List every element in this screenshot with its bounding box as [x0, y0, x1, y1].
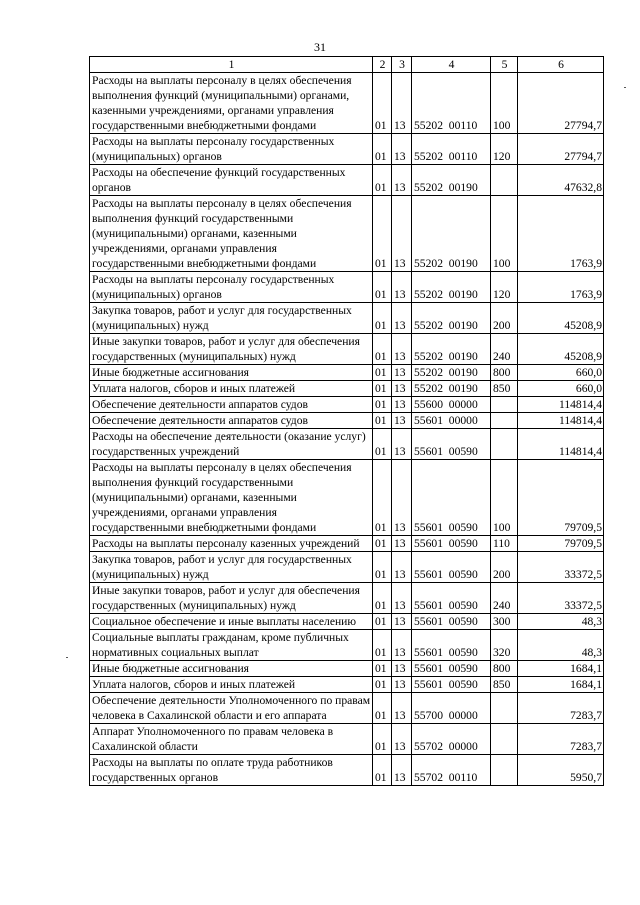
expense-name: Социальное обеспечение и иные выплаты населению — [90, 614, 373, 630]
section-code: 01 — [373, 630, 392, 661]
amount: 33372,5 — [518, 552, 604, 583]
expense-name: Иные закупки товаров, работ и услуг для обеспечения государственных (муниципальных) нужд — [90, 334, 373, 365]
section-code: 01 — [373, 365, 392, 381]
table-row — [90, 724, 604, 755]
expense-type-code: 240 — [491, 583, 518, 614]
subsection-code: 13 — [392, 661, 412, 677]
scan-speck — [624, 87, 626, 88]
expense-name: Расходы на выплаты персоналу государственных (муниципальных) органов — [90, 134, 373, 165]
expense-type-code: 850 — [491, 381, 518, 397]
target-article-code: 55702 00110 — [412, 755, 491, 786]
table-row — [90, 552, 604, 583]
target-article-code: 55202 00190 — [412, 272, 491, 303]
expense-name: Расходы на выплаты персоналу в целях обеспечения выполнения функций (муниципальными) органами, казенными учреждениями, органами управления государственными внебюджетными фондами — [90, 73, 373, 134]
table-row — [90, 397, 604, 413]
expense-type-code: 100 — [491, 196, 518, 272]
target-article-code: 55601 00590 — [412, 677, 491, 693]
table-row — [90, 614, 604, 630]
subsection-code: 13 — [392, 429, 412, 460]
budget-table — [89, 56, 604, 786]
amount: 660,0 — [518, 365, 604, 381]
table-row — [90, 272, 604, 303]
subsection-code: 13 — [392, 196, 412, 272]
table-row — [90, 73, 604, 134]
expense-type-code: 200 — [491, 552, 518, 583]
section-code: 01 — [373, 552, 392, 583]
section-code: 01 — [373, 429, 392, 460]
amount: 27794,7 — [518, 73, 604, 134]
section-code: 01 — [373, 334, 392, 365]
subsection-code: 13 — [392, 552, 412, 583]
table-row — [90, 661, 604, 677]
expense-name: Уплата налогов, сборов и иных платежей — [90, 677, 373, 693]
expense-name: Иные бюджетные ассигнования — [90, 661, 373, 677]
target-article-code: 55702 00000 — [412, 724, 491, 755]
table-row — [90, 381, 604, 397]
amount: 7283,7 — [518, 724, 604, 755]
expense-type-code — [491, 693, 518, 724]
section-code: 01 — [373, 413, 392, 429]
expense-type-code: 120 — [491, 272, 518, 303]
target-article-code: 55700 00000 — [412, 693, 491, 724]
table-row — [90, 755, 604, 786]
table-row — [90, 165, 604, 196]
subsection-code: 13 — [392, 303, 412, 334]
expense-name: Расходы на обеспечение функций государственных органов — [90, 165, 373, 196]
amount: 79709,5 — [518, 460, 604, 536]
amount: 45208,9 — [518, 334, 604, 365]
expense-type-code: 110 — [491, 536, 518, 552]
expense-type-code: 120 — [491, 134, 518, 165]
target-article-code: 55601 00590 — [412, 536, 491, 552]
table-row — [90, 413, 604, 429]
subsection-code: 13 — [392, 693, 412, 724]
page-number: 31 — [314, 40, 326, 54]
expense-name: Аппарат Уполномоченного по правам человека в Сахалинской области — [90, 724, 373, 755]
amount: 1763,9 — [518, 196, 604, 272]
section-code: 01 — [373, 583, 392, 614]
expense-type-code: 800 — [491, 661, 518, 677]
amount: 1684,1 — [518, 677, 604, 693]
section-code: 01 — [373, 196, 392, 272]
section-code: 01 — [373, 73, 392, 134]
subsection-code: 13 — [392, 630, 412, 661]
section-code: 01 — [373, 724, 392, 755]
amount: 33372,5 — [518, 583, 604, 614]
expense-type-code: 100 — [491, 460, 518, 536]
amount: 114814,4 — [518, 413, 604, 429]
table-row — [90, 536, 604, 552]
amount: 660,0 — [518, 381, 604, 397]
section-code: 01 — [373, 134, 392, 165]
expense-name: Иные закупки товаров, работ и услуг для обеспечения государственных (муниципальных) нужд — [90, 583, 373, 614]
subsection-code: 13 — [392, 73, 412, 134]
subsection-code: 13 — [392, 272, 412, 303]
expense-type-code — [491, 397, 518, 413]
target-article-code: 55202 00190 — [412, 365, 491, 381]
col-header-6: 6 — [518, 57, 604, 73]
table-row — [90, 429, 604, 460]
amount: 1763,9 — [518, 272, 604, 303]
table-row — [90, 365, 604, 381]
target-article-code: 55202 00190 — [412, 381, 491, 397]
col-header-4: 4 — [412, 57, 491, 73]
expense-name: Обеспечение деятельности аппаратов судов — [90, 413, 373, 429]
target-article-code: 55601 00590 — [412, 460, 491, 536]
section-code: 01 — [373, 536, 392, 552]
expense-name: Расходы на выплаты персоналу казенных учреждений — [90, 536, 373, 552]
expense-type-code: 100 — [491, 73, 518, 134]
target-article-code: 55202 00190 — [412, 334, 491, 365]
expense-name: Расходы на выплаты персоналу государственных (муниципальных) органов — [90, 272, 373, 303]
subsection-code: 13 — [392, 583, 412, 614]
expense-name: Закупка товаров, работ и услуг для государственных (муниципальных) нужд — [90, 303, 373, 334]
expense-name: Расходы на выплаты по оплате труда работников государственных органов — [90, 755, 373, 786]
target-article-code: 55601 00590 — [412, 583, 491, 614]
expense-type-code — [491, 165, 518, 196]
section-code: 01 — [373, 460, 392, 536]
table-row — [90, 583, 604, 614]
amount: 1684,1 — [518, 661, 604, 677]
subsection-code: 13 — [392, 334, 412, 365]
target-article-code: 55202 00190 — [412, 303, 491, 334]
amount: 114814,4 — [518, 429, 604, 460]
table-row — [90, 677, 604, 693]
amount: 5950,7 — [518, 755, 604, 786]
target-article-code: 55601 00590 — [412, 661, 491, 677]
expense-type-code: 300 — [491, 614, 518, 630]
target-article-code: 55601 00590 — [412, 429, 491, 460]
subsection-code: 13 — [392, 724, 412, 755]
amount: 27794,7 — [518, 134, 604, 165]
expense-name: Расходы на выплаты персоналу в целях обеспечения выполнения функций государственными (муниципальными) органами, казенными учреждениями, органами управления государственными внебюджетными фондами — [90, 460, 373, 536]
section-code: 01 — [373, 303, 392, 334]
subsection-code: 13 — [392, 614, 412, 630]
section-code: 01 — [373, 661, 392, 677]
expense-type-code — [491, 724, 518, 755]
subsection-code: 13 — [392, 536, 412, 552]
expense-type-code: 320 — [491, 630, 518, 661]
scan-speck — [66, 657, 68, 658]
section-code: 01 — [373, 381, 392, 397]
subsection-code: 13 — [392, 413, 412, 429]
col-header-5: 5 — [491, 57, 518, 73]
table-row — [90, 196, 604, 272]
expense-type-code: 200 — [491, 303, 518, 334]
amount: 114814,4 — [518, 397, 604, 413]
target-article-code: 55601 00590 — [412, 614, 491, 630]
subsection-code: 13 — [392, 460, 412, 536]
col-header-2: 2 — [373, 57, 392, 73]
subsection-code: 13 — [392, 397, 412, 413]
header-row — [90, 57, 604, 73]
amount: 7283,7 — [518, 693, 604, 724]
expense-type-code: 850 — [491, 677, 518, 693]
table-row — [90, 630, 604, 661]
subsection-code: 13 — [392, 134, 412, 165]
expense-name: Иные бюджетные ассигнования — [90, 365, 373, 381]
expense-type-code: 240 — [491, 334, 518, 365]
expense-name: Расходы на выплаты персоналу в целях обеспечения выполнения функций государственными (муниципальными) органами, казенными учреждениями, органами управления государственными внебюджетными фондами — [90, 196, 373, 272]
expense-name: Социальные выплаты гражданам, кроме публичных нормативных социальных выплат — [90, 630, 373, 661]
section-code: 01 — [373, 272, 392, 303]
target-article-code: 55202 00110 — [412, 134, 491, 165]
expense-type-code — [491, 413, 518, 429]
target-article-code: 55601 00590 — [412, 552, 491, 583]
table-row — [90, 334, 604, 365]
target-article-code: 55600 00000 — [412, 397, 491, 413]
table-row — [90, 303, 604, 334]
section-code: 01 — [373, 397, 392, 413]
target-article-code: 55202 00110 — [412, 73, 491, 134]
section-code: 01 — [373, 165, 392, 196]
table-row — [90, 693, 604, 724]
amount: 79709,5 — [518, 536, 604, 552]
target-article-code: 55202 00190 — [412, 165, 491, 196]
expense-name: Уплата налогов, сборов и иных платежей — [90, 381, 373, 397]
subsection-code: 13 — [392, 381, 412, 397]
section-code: 01 — [373, 693, 392, 724]
section-code: 01 — [373, 614, 392, 630]
col-header-1: 1 — [90, 57, 373, 73]
expense-name: Расходы на обеспечение деятельности (оказание услуг) государственных учреждений — [90, 429, 373, 460]
expense-name: Обеспечение деятельности Уполномоченного по правам человека в Сахалинской области и его аппарата — [90, 693, 373, 724]
expense-name: Обеспечение деятельности аппаратов судов — [90, 397, 373, 413]
target-article-code: 55601 00590 — [412, 630, 491, 661]
subsection-code: 13 — [392, 165, 412, 196]
table-row — [90, 460, 604, 536]
amount: 47632,8 — [518, 165, 604, 196]
expense-type-code — [491, 429, 518, 460]
subsection-code: 13 — [392, 755, 412, 786]
table-row — [90, 134, 604, 165]
amount: 48,3 — [518, 630, 604, 661]
expense-name: Закупка товаров, работ и услуг для государственных (муниципальных) нужд — [90, 552, 373, 583]
section-code: 01 — [373, 677, 392, 693]
expense-type-code — [491, 755, 518, 786]
target-article-code: 55202 00190 — [412, 196, 491, 272]
expense-type-code: 800 — [491, 365, 518, 381]
section-code: 01 — [373, 755, 392, 786]
target-article-code: 55601 00000 — [412, 413, 491, 429]
col-header-3: 3 — [392, 57, 412, 73]
amount: 48,3 — [518, 614, 604, 630]
amount: 45208,9 — [518, 303, 604, 334]
subsection-code: 13 — [392, 677, 412, 693]
subsection-code: 13 — [392, 365, 412, 381]
